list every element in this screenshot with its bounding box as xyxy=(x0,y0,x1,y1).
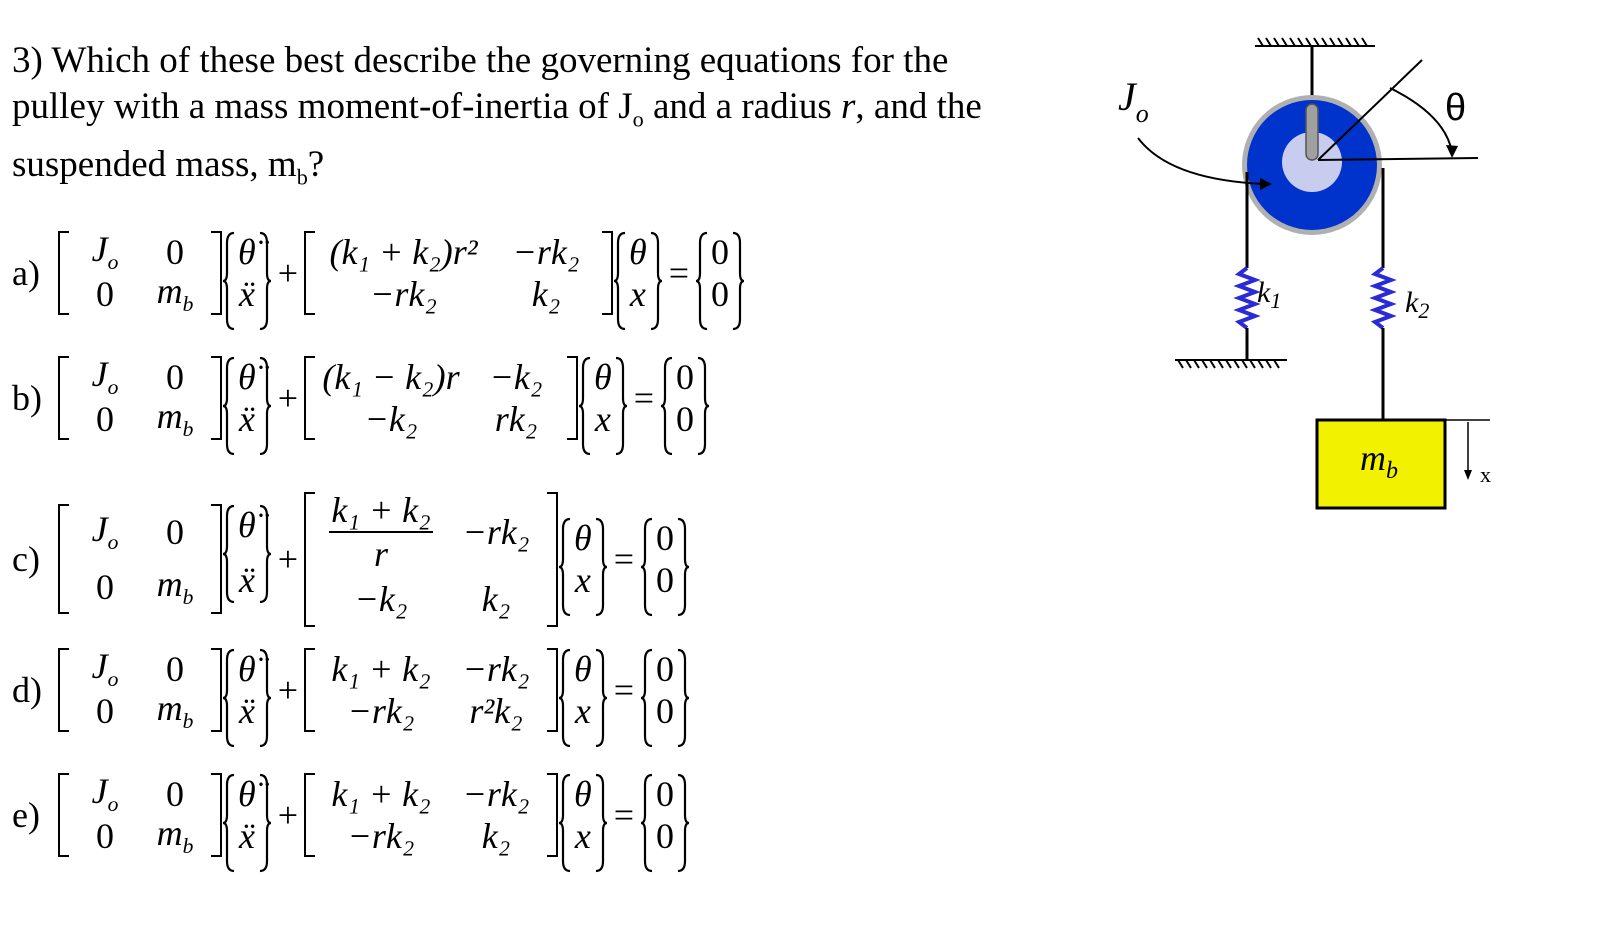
accel-x: ẍ xyxy=(238,560,255,600)
zero-2: 0 xyxy=(656,691,674,731)
stiffness-k21: −k₂ xyxy=(354,579,408,619)
acceleration-vector xyxy=(222,231,272,315)
equation xyxy=(58,648,690,732)
zero-1: 0 xyxy=(676,357,694,397)
mass-m12: 0 xyxy=(166,774,184,814)
option-letter: b) xyxy=(12,378,42,418)
mass-m22: $m_b$ xyxy=(156,563,194,610)
acceleration-vector xyxy=(222,504,272,614)
plus-sign: + xyxy=(277,253,298,293)
stiffness-matrix xyxy=(304,773,558,857)
equation xyxy=(58,773,690,857)
option-letter: a) xyxy=(12,253,40,293)
acceleration-vector xyxy=(222,773,272,857)
stiffness-k21: −k₂ xyxy=(364,399,418,439)
equation xyxy=(58,231,745,315)
mass-m22: $m_b$ xyxy=(156,396,194,442)
option-a[interactable] xyxy=(12,218,745,328)
mass-m12: 0 xyxy=(166,232,184,272)
option-letter: d) xyxy=(12,670,42,710)
stiffness-k11: $\frac{\text{k₁ + k₂}}{r}$ xyxy=(331,489,431,574)
acceleration-vector xyxy=(222,648,272,732)
zero-1: 0 xyxy=(656,649,674,689)
stiffness-k21: −rk₂ xyxy=(347,691,415,731)
mass-m12: 0 xyxy=(166,511,184,552)
equation xyxy=(58,356,710,440)
zero-vector xyxy=(640,517,690,601)
spring-k1-label: $k_1$ xyxy=(1257,276,1282,313)
mass-matrix xyxy=(58,356,222,440)
disp-theta: θ xyxy=(574,649,592,689)
mass-m11: $J_o$ xyxy=(91,771,119,817)
mass-matrix xyxy=(58,648,222,732)
acceleration-vector xyxy=(222,356,272,440)
stiffness-k11: k₁ + k₂ xyxy=(331,774,431,814)
theta-arc xyxy=(1390,88,1452,152)
pulley-axle xyxy=(1306,104,1318,160)
mass-m21: 0 xyxy=(96,816,114,856)
stiffness-matrix xyxy=(304,356,578,440)
stiffness-k11: (k₁ − k₂)r xyxy=(322,357,460,397)
stiffness-matrix xyxy=(304,489,558,627)
mass-m11: $J_o$ xyxy=(91,229,119,275)
accel-x: ẍ xyxy=(238,399,255,439)
ceiling-support xyxy=(1255,38,1375,105)
zero-vector xyxy=(640,648,690,732)
displacement-vector xyxy=(558,648,608,732)
disp-theta: θ xyxy=(574,518,592,558)
mass-m22: $m_b$ xyxy=(156,688,194,734)
equation xyxy=(58,489,690,627)
question-line-2: pulley with a mass moment-of-inertia of $J_o$ and a radius r, and the xyxy=(12,86,982,132)
accel-theta: θ̈ xyxy=(238,774,256,814)
disp-theta: θ xyxy=(629,232,647,272)
equals-sign: = xyxy=(633,378,654,418)
displacement-vector xyxy=(558,517,608,601)
question-line-3: suspended mass, $m_b$? xyxy=(12,144,325,190)
disp-x: x xyxy=(594,399,611,439)
mass-m22: $m_b$ xyxy=(156,813,194,859)
mass-m12: 0 xyxy=(166,649,184,689)
stiffness-k12: −k₂ xyxy=(489,357,543,397)
disp-x: x xyxy=(574,691,591,731)
spring-k1 xyxy=(1239,268,1255,328)
displacement-vector xyxy=(578,356,628,440)
stiffness-k12: −rk₂ xyxy=(512,232,580,272)
option-d[interactable] xyxy=(12,635,690,745)
equals-sign: = xyxy=(613,539,634,579)
accel-theta: θ̈ xyxy=(238,649,256,689)
plus-sign: + xyxy=(277,539,298,579)
mass-label: $m_b$ xyxy=(1360,438,1398,484)
stiffness-matrix xyxy=(304,648,558,732)
accel-x: ẍ xyxy=(238,274,255,314)
accel-x: ẍ xyxy=(238,691,255,731)
stiffness-k22: k₂ xyxy=(531,274,561,314)
mass-m21: 0 xyxy=(96,691,114,731)
stiffness-k12: −rk₂ xyxy=(462,649,530,689)
zero-2: 0 xyxy=(711,274,729,314)
pulley-diagram xyxy=(1100,20,1605,540)
zero-2: 0 xyxy=(656,560,674,600)
stiffness-k22: rk₂ xyxy=(494,399,538,439)
accel-theta: θ̈ xyxy=(238,505,256,545)
mass-m11: $J_o$ xyxy=(91,508,119,555)
stiffness-k12: −rk₂ xyxy=(462,774,530,814)
displacement-vector xyxy=(613,231,663,315)
option-e[interactable] xyxy=(12,760,690,870)
zero-vector xyxy=(695,231,745,315)
option-b[interactable] xyxy=(12,343,710,453)
disp-x: x xyxy=(574,560,591,600)
disp-theta: θ xyxy=(594,357,612,397)
displacement-vector xyxy=(558,773,608,857)
accel-theta: θ̈ xyxy=(238,357,256,397)
stiffness-k21: −rk₂ xyxy=(347,816,415,856)
stiffness-matrix xyxy=(304,231,613,315)
mass-m21: 0 xyxy=(96,566,114,607)
question-text xyxy=(12,38,1092,201)
zero-1: 0 xyxy=(656,518,674,558)
equals-sign: = xyxy=(613,795,634,835)
x-coordinate-label: x xyxy=(1480,462,1491,487)
floor-support xyxy=(1175,360,1287,368)
mass-matrix xyxy=(58,231,222,315)
disp-theta: θ xyxy=(574,774,592,814)
zero-vector xyxy=(640,773,690,857)
mass-m11: $J_o$ xyxy=(91,354,119,400)
mass-m22: $m_b$ xyxy=(156,271,194,317)
stiffness-k11: (k₁ + k₂)r² xyxy=(329,232,478,272)
mass-m21: 0 xyxy=(96,274,114,314)
zero-vector xyxy=(660,356,710,440)
stiffness-k22: k₂ xyxy=(481,579,511,619)
disp-x: x xyxy=(629,274,646,314)
mass-m11: $J_o$ xyxy=(91,646,119,692)
zero-2: 0 xyxy=(656,816,674,856)
plus-sign: + xyxy=(277,670,298,710)
plus-sign: + xyxy=(277,378,298,418)
plus-sign: + xyxy=(277,795,298,835)
mass-matrix xyxy=(58,773,222,857)
mass-matrix xyxy=(58,504,222,614)
option-c[interactable] xyxy=(12,484,690,634)
zero-1: 0 xyxy=(711,232,729,272)
stiffness-k22: r²k₂ xyxy=(469,691,523,731)
spring-k2 xyxy=(1375,268,1391,328)
equals-sign: = xyxy=(668,253,689,293)
stiffness-k21: −rk₂ xyxy=(370,274,437,314)
spring-k2-label: $k_2$ xyxy=(1405,286,1430,323)
disp-x: x xyxy=(574,816,591,856)
stiffness-k11: k₁ + k₂ xyxy=(331,649,431,689)
stiffness-k22: k₂ xyxy=(481,816,511,856)
accel-theta: θ̈ xyxy=(238,232,256,272)
stiffness-k12: −rk₂ xyxy=(462,511,530,552)
option-letter: e) xyxy=(12,795,40,835)
question-line-1: 3) Which of these best describe the governing equations for the xyxy=(12,40,949,81)
zero-2: 0 xyxy=(676,399,694,439)
mass-m21: 0 xyxy=(96,399,114,439)
mass-m12: 0 xyxy=(166,357,184,397)
equals-sign: = xyxy=(613,670,634,710)
inertia-label: $J_o$ xyxy=(1118,74,1149,128)
option-letter: c) xyxy=(12,539,40,579)
accel-x: ẍ xyxy=(238,816,255,856)
zero-1: 0 xyxy=(656,774,674,814)
theta-label: θ xyxy=(1445,87,1467,129)
